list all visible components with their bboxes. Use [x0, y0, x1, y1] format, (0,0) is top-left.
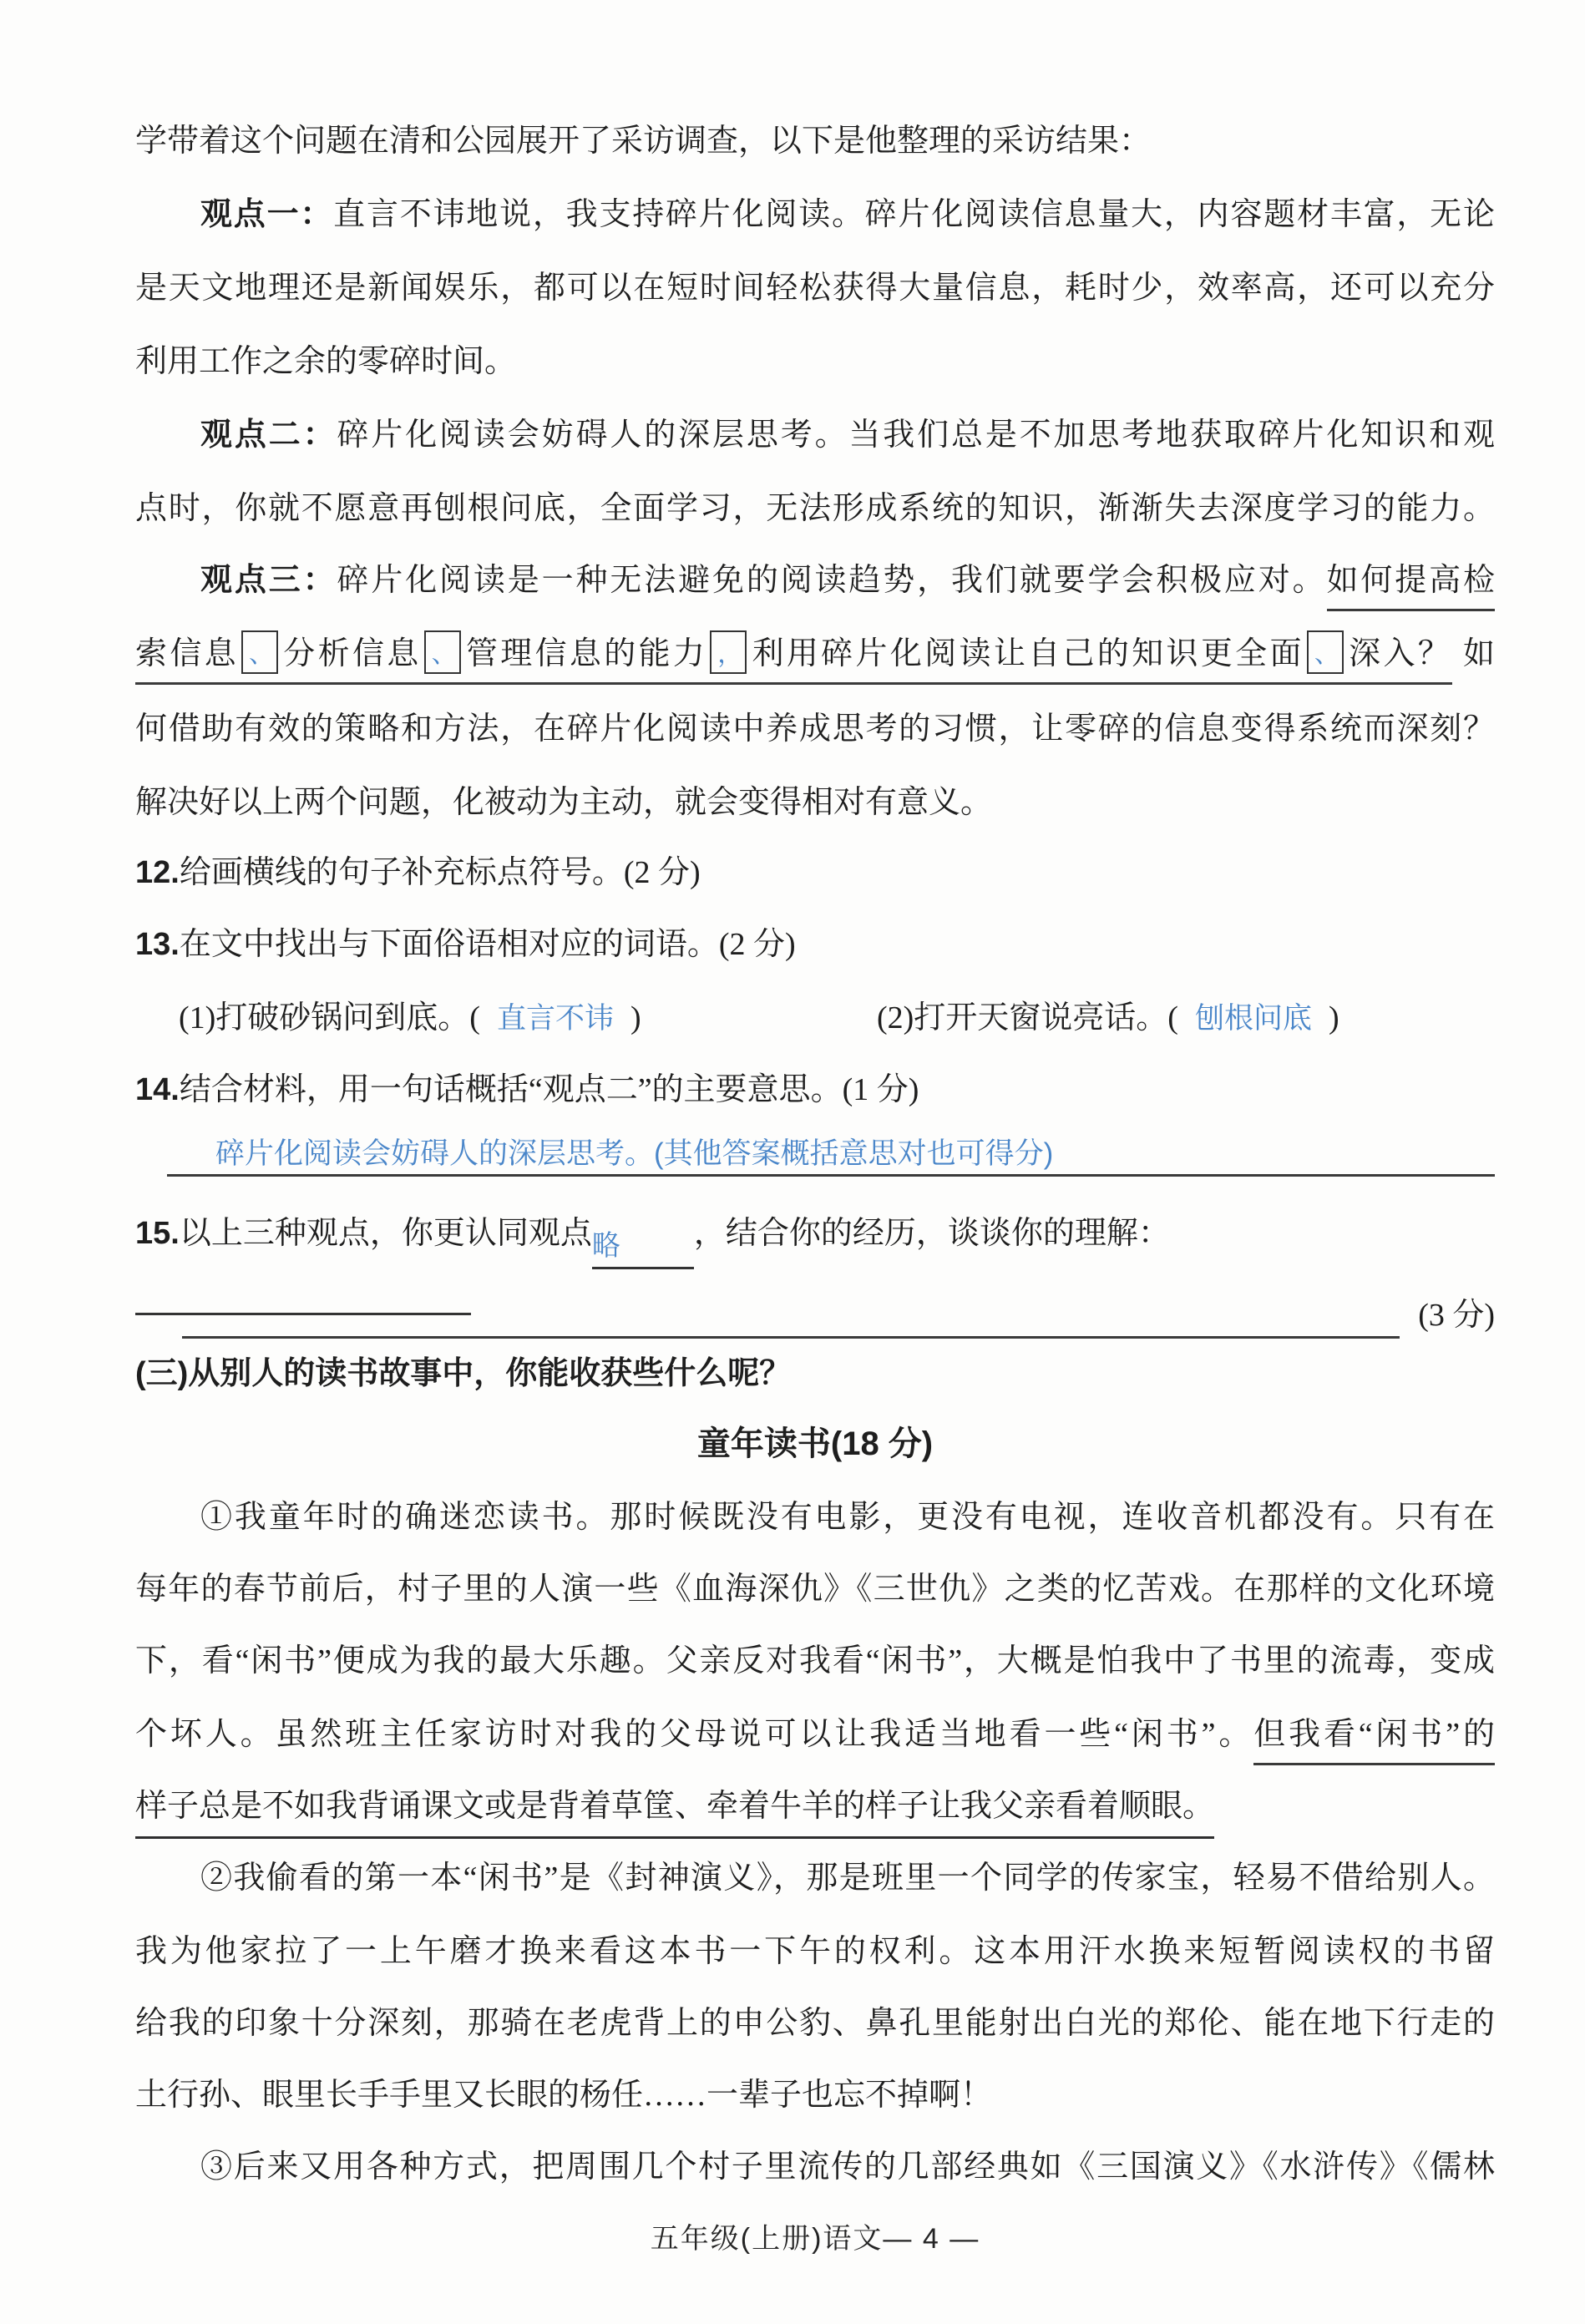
viewpoint3-text3: 何借助有效的策略和方法，在碎片化阅读中养成思考的习惯，让零碎的信息变得系统而深刻？ [135, 711, 1495, 747]
para1-text4: 个坏人。虽然班主任家访时对我的父母说可以让我适当地看一些“闲书”。 [135, 1717, 1254, 1752]
q14-handwritten-answer: 碎片化阅读会妨碍人的深层思考。(其他答案概括意思对也可得分) [215, 1137, 1054, 1170]
question-13-number: 13. [135, 927, 180, 962]
vp3-line2-tail: 如 [1462, 636, 1495, 671]
punctuation-box-2 [424, 630, 461, 674]
vp3-seg2: 分析信息 [280, 636, 422, 671]
question-13 [135, 920, 1495, 969]
viewpoint2-text2: 点时，你就不愿意再刨根问底，全面学习，无法形成系统的知识，渐渐失去深度学习的能力。 [135, 491, 1495, 526]
punctuation-box-3 [710, 630, 747, 674]
vp3-seg4: 利用碎片化阅读让自己的知识更全面 [749, 636, 1304, 671]
question-13-item-1 [179, 994, 641, 1043]
viewpoint1-label: 观点一： [200, 197, 334, 232]
page-footer [135, 2215, 1495, 2263]
punctuation-answer-2: 、 [431, 640, 457, 668]
para1-line3 [135, 1637, 1495, 1685]
punctuation-answer-3: ， [717, 640, 743, 668]
viewpoint2-label: 观点二： [200, 418, 337, 453]
para3-line1 [135, 2143, 1495, 2191]
viewpoint1-line3 [135, 337, 1495, 386]
para2-text4: 土行孙、眼里长手手里又长眼的杨任……一辈子也忘不掉啊！ [135, 2078, 993, 2113]
para2-text2: 我为他家拉了一上午磨才换来看这本书一下午的权利。这本用汗水换来短暂阅读权的书留 [135, 1934, 1495, 1969]
viewpoint1-text2: 是天文地理还是新闻娱乐，都可以在短时间轻松获得大量信息，耗时少，效率高，还可以充分 [135, 271, 1495, 306]
viewpoint3-underlined-sentence [135, 636, 1452, 685]
viewpoint3-line4 [135, 778, 1495, 827]
q15-text-before: 以上三种观点，你更认同观点 [179, 1216, 592, 1251]
question-13-item-2 [877, 994, 1339, 1043]
viewpoint3-text4: 解决好以上两个问题，化被动为主动，就会变得相对有意义。 [135, 785, 993, 820]
para2-text1: ②我偷看的第一本“闲书”是《封神演义》，那是班里一个同学的传家宝，轻易不借给别人。 [200, 1861, 1495, 1896]
vp3-seg3: 管理信息的能力 [463, 636, 708, 671]
question-13-text: 在文中找出与下面俗语相对应的词语。(2 分) [179, 927, 796, 962]
vp3-seg5: 深入？ [1345, 636, 1453, 671]
q13-item1-answer: 直言不讳 [496, 1002, 614, 1035]
question-12 [135, 848, 1495, 897]
q15-answer-blank [592, 1228, 694, 1269]
para2-text3: 给我的印象十分深刻，那骑在老虎背上的申公豹、鼻孔里能射出白光的郑伦、能在地下行走的 [135, 2006, 1495, 2041]
para1-text3: 下，看“闲书”便成为我的最大乐趣。父亲反对我看“闲书”，大概是怕我中了书里的流毒，变成 [135, 1643, 1495, 1678]
para2-line3 [135, 1999, 1495, 2048]
para2-line1 [135, 1854, 1495, 1902]
viewpoint1-text3: 利用工作之余的零碎时间。 [135, 344, 517, 379]
question-12-text: 给画横线的句子补充标点符号。(2 分) [179, 855, 701, 890]
vp3-seg1: 索信息 [135, 636, 239, 671]
viewpoint1-text1: 直言不讳地说，我支持碎片化阅读。碎片化阅读信息量大，内容题材丰富，无论 [333, 197, 1495, 232]
para2-line2 [135, 1927, 1495, 1976]
q15-handwritten-answer: 略 [591, 1230, 620, 1262]
section3-heading-text: (三)从别人的读书故事中，你能收获些什么呢？ [135, 1356, 792, 1391]
question-15-score-line [135, 1291, 1495, 1339]
punctuation-answer-4: 、 [1314, 640, 1339, 668]
question-14-number: 14. [135, 1072, 180, 1107]
para3-text1: ③后来又用各种方式，把周围几个村子里流传的几部经典如《三国演义》《水浒传》《儒林 [200, 2149, 1495, 2185]
essay-title-line [135, 1420, 1495, 1468]
q13-item2-answer: 刨根问底 [1194, 1002, 1312, 1035]
q13-item2-prefix: (2)打开天窗说亮话。( [877, 1000, 1178, 1035]
para1-underlined-line: 样子总是不如我背诵课文或是背着草筐、牵着牛羊的样子让我父亲看着顺眼。 [135, 1789, 1214, 1839]
section3-heading [135, 1349, 1495, 1398]
q15-text-after: ，结合你的经历，谈谈你的理解： [693, 1216, 1170, 1251]
intro-line [135, 117, 1495, 165]
viewpoint1-line2 [135, 264, 1495, 312]
viewpoint2-text1: 碎片化阅读会妨碍人的深层思考。当我们总是不加思考地获取碎片化知识和观 [337, 418, 1495, 453]
viewpoint3-line1 [135, 556, 1495, 605]
para1-line1 [135, 1493, 1495, 1542]
viewpoint3-underline-start: 如何提高检 [1327, 563, 1495, 611]
question-14-text: 结合材料，用一句话概括“观点二”的主要意思。(1 分) [179, 1072, 919, 1107]
para1-line4 [135, 1710, 1495, 1759]
q13-item2-suffix: ) [1328, 1000, 1339, 1035]
viewpoint3-line2 [135, 630, 1495, 678]
question-14 [135, 1066, 1495, 1114]
viewpoint1-line1 [135, 190, 1495, 239]
question-14-answer-line [215, 1129, 1575, 1178]
para1-underline-start: 但我看“闲书”的 [1253, 1717, 1495, 1765]
q13-item1-prefix: (1)打破砂锅问到底。( [179, 1000, 480, 1035]
q15-score: (3 分) [1418, 1298, 1495, 1333]
para1-text2: 每年的春节前后，村子里的人演一些《血海深仇》《三世仇》之类的忆苦戏。在那样的文化环境 [135, 1572, 1495, 1607]
essay-title: 童年读书(18 分) [696, 1425, 934, 1462]
viewpoint3-text1: 碎片化阅读是一种无法避免的阅读趋势，我们就要学会积极应对。 [337, 563, 1327, 598]
answer-rule-q14 [167, 1174, 1495, 1177]
intro-text: 学带着这个问题在清和公园展开了采访调查，以下是他整理的采访结果： [135, 124, 1152, 159]
para1-line2 [135, 1565, 1495, 1613]
para1-text1: ①我童年时的确迷恋读书。那时候既没有电影，更没有电视，连收音机都没有。只有在 [200, 1500, 1495, 1535]
punctuation-box-1 [241, 630, 278, 674]
question-15-number: 15. [135, 1216, 180, 1251]
punctuation-answer-1: 、 [248, 640, 274, 668]
para1-line5 [135, 1782, 1495, 1830]
viewpoint3-label: 观点三： [200, 563, 337, 598]
viewpoint2-line1 [135, 411, 1495, 459]
para2-line4 [135, 2071, 1495, 2119]
question-12-number: 12. [135, 855, 180, 890]
answer-rule-q15 [182, 1336, 1400, 1339]
punctuation-box-4 [1307, 630, 1344, 674]
viewpoint2-line2 [135, 484, 1495, 533]
page-footer-text: 五年级(上册)语文— 4 — [650, 2223, 980, 2255]
q13-item1-suffix: ) [630, 1000, 641, 1035]
viewpoint3-line3 [135, 705, 1495, 753]
